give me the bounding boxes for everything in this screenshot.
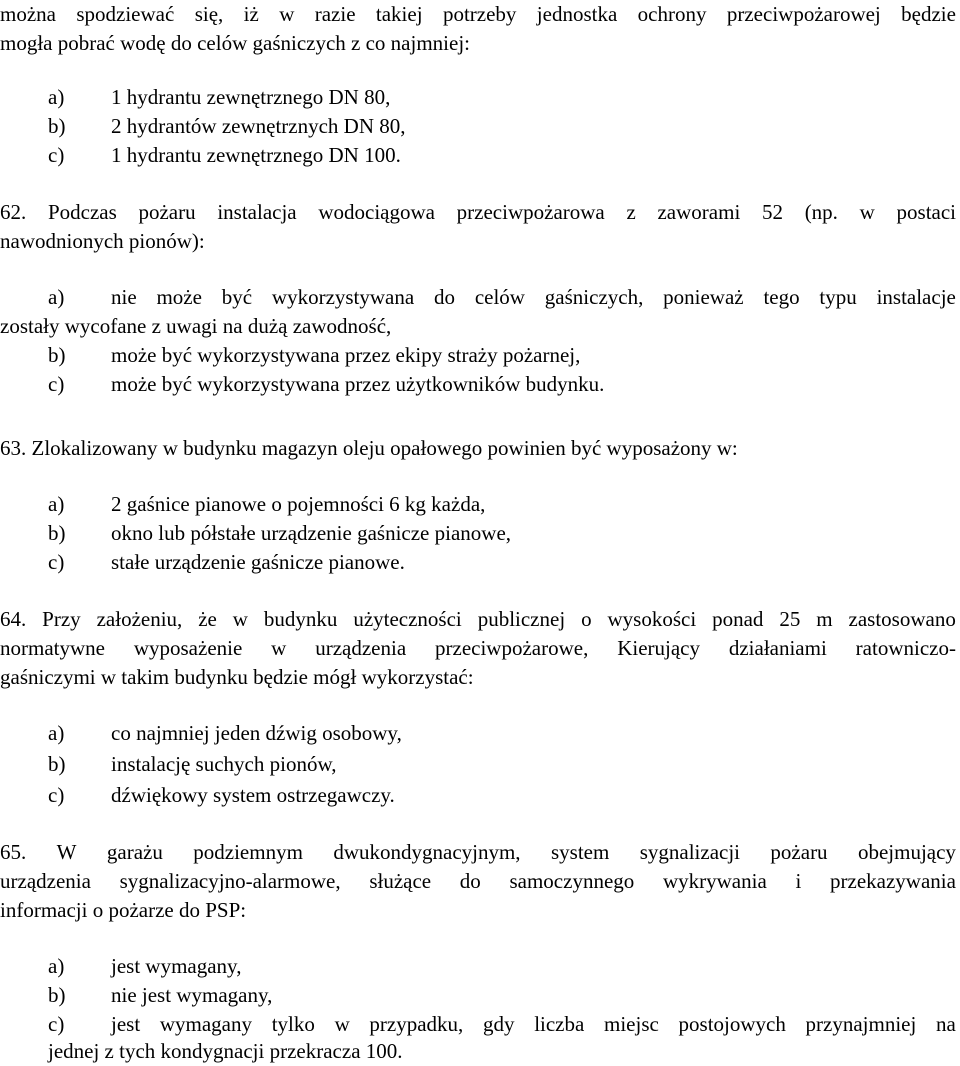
- word: dwukondygnacyjnym,: [333, 840, 521, 864]
- word: obejmujący: [857, 840, 956, 864]
- word: takiej: [375, 2, 423, 26]
- word: przeciwpożarowa: [456, 200, 605, 224]
- word: założeniu,: [96, 607, 183, 631]
- word: typu: [819, 285, 857, 309]
- word: system: [550, 840, 610, 864]
- word: będzie: [901, 2, 956, 26]
- q65-option-a: [0, 952, 956, 981]
- option-label: b): [48, 114, 66, 138]
- word: 25: [779, 607, 801, 631]
- intro-option-c: [0, 141, 956, 170]
- option-label: c): [48, 1012, 65, 1036]
- word: być: [221, 285, 253, 309]
- q62-line-2: nawodnionych pionów):: [0, 229, 205, 253]
- option-text: dźwiękowy system ostrzegawczy.: [111, 783, 395, 807]
- intro-line-1: [0, 0, 956, 29]
- word: miejsc: [604, 1012, 659, 1036]
- word: ochrony: [637, 2, 707, 26]
- word: że: [198, 607, 217, 631]
- option-label: a): [48, 954, 65, 978]
- option-text: [111, 283, 956, 312]
- intro-line-2: mogła pobrać wodę do celów gaśniczych z co najmniej:: [0, 31, 470, 55]
- q64-line-3: gaśniczymi w takim budynku będzie mógł wykorzystać:: [0, 665, 474, 689]
- q65-line-1: [0, 838, 956, 867]
- option-text: może być wykorzystywana przez ekipy straży pożarnej,: [111, 343, 581, 367]
- option-text: 2 gaśnice pianowe o pojemności 6 kg każda,: [111, 492, 486, 516]
- q62-option-a: [0, 283, 956, 312]
- word: w: [334, 1012, 350, 1036]
- word: przynajmniej: [805, 1012, 917, 1036]
- word: 62.: [0, 200, 27, 224]
- word: razie: [314, 2, 356, 26]
- word: jednostka: [536, 2, 618, 26]
- word: Podczas: [47, 200, 117, 224]
- word: potrzeby: [442, 2, 517, 26]
- option-text: 2 hydrantów zewnętrznych DN 80,: [111, 114, 406, 138]
- word: instalacja: [217, 200, 297, 224]
- word: Przy: [42, 607, 81, 631]
- word: pożaru: [770, 840, 828, 864]
- word: przekazywania: [830, 869, 956, 893]
- word: można: [0, 2, 56, 26]
- q65-line-2: [0, 867, 956, 896]
- q62-option-c: [0, 370, 956, 399]
- word: w: [859, 200, 875, 224]
- word: celów: [474, 285, 525, 309]
- option-text: może być wykorzystywana przez użytkowników budynku.: [111, 372, 605, 396]
- word: w: [271, 636, 287, 660]
- q65-option-c: [0, 1010, 956, 1039]
- word: urządzenia: [315, 636, 407, 660]
- word: instalacje: [876, 285, 956, 309]
- word: tylko: [271, 1012, 315, 1036]
- option-text: instalację suchych pionów,: [111, 752, 337, 776]
- word: normatywne: [0, 636, 105, 660]
- q62-option-a-cont: zostały wycofane z uwagi na dużą zawodność,: [0, 314, 392, 338]
- option-label: c): [48, 372, 65, 396]
- option-label: b): [48, 521, 66, 545]
- word: wykorzystywana: [271, 285, 415, 309]
- word: postojowych: [678, 1012, 786, 1036]
- word: i: [795, 869, 802, 893]
- word: zaworami: [657, 200, 741, 224]
- word: w: [279, 2, 295, 26]
- word: wymagany: [159, 1012, 253, 1036]
- word: pożaru: [138, 200, 196, 224]
- word: przypadku,: [369, 1012, 464, 1036]
- option-label: a): [48, 85, 65, 109]
- word: podziemnym: [193, 840, 303, 864]
- word: tego: [763, 285, 800, 309]
- word: garażu: [106, 840, 163, 864]
- word: samoczynnego: [509, 869, 635, 893]
- option-label: c): [48, 143, 65, 167]
- word: się,: [194, 2, 224, 26]
- word: ponad: [712, 607, 764, 631]
- word: może: [156, 285, 202, 309]
- option-text: 1 hydrantu zewnętrznego DN 100.: [111, 143, 401, 167]
- word: sygnalizacyjno-alarmowe,: [119, 869, 341, 893]
- word: do: [434, 285, 456, 309]
- option-text: 1 hydrantu zewnętrznego DN 80,: [111, 85, 391, 109]
- q65-line-3: informacji o pożarze do PSP:: [0, 898, 247, 922]
- q63-option-a: [0, 490, 956, 519]
- q62-option-b: [0, 341, 956, 370]
- word: do: [459, 869, 481, 893]
- word: wyposażenie: [133, 636, 243, 660]
- word: 65.: [0, 840, 27, 864]
- word: o: [581, 607, 592, 631]
- word: sygnalizacji: [639, 840, 741, 864]
- word: 52: [761, 200, 783, 224]
- word: gaśniczych,: [544, 285, 644, 309]
- word: wykrywania: [662, 869, 767, 893]
- word: w: [232, 607, 248, 631]
- option-label: a): [48, 721, 65, 745]
- option-label: b): [48, 752, 66, 776]
- word: postaci: [896, 200, 956, 224]
- word: nie: [111, 285, 137, 309]
- word: na: [936, 1012, 956, 1036]
- word: m: [816, 607, 833, 631]
- word: liczba: [534, 1012, 585, 1036]
- q63-option-c: [0, 548, 956, 577]
- word: ratowniczo-: [855, 636, 956, 660]
- q63-line-1: 63. Zlokalizowany w budynku magazyn oleju opałowego powinien być wyposażony w:: [0, 436, 738, 460]
- q65-option-b: [0, 981, 956, 1010]
- q63-option-b: [0, 519, 956, 548]
- intro-option-a: [0, 83, 956, 112]
- word: urządzenia: [0, 869, 91, 893]
- word: przeciwpożarowej: [726, 2, 881, 26]
- option-text: co najmniej jeden dźwig osobowy,: [111, 721, 402, 745]
- q64-option-a: [0, 719, 956, 748]
- option-label: a): [48, 492, 65, 516]
- q64-line-1: [0, 605, 956, 634]
- word: gdy: [483, 1012, 515, 1036]
- word: służące: [369, 869, 432, 893]
- option-text: stałe urządzenie gaśnicze pianowe.: [111, 550, 405, 574]
- word: przeciwpożarowe,: [435, 636, 589, 660]
- word: z: [626, 200, 636, 224]
- word: 64.: [0, 607, 27, 631]
- word: budynku: [263, 607, 338, 631]
- word: Kierujący: [617, 636, 700, 660]
- option-text: nie jest wymagany,: [111, 983, 273, 1007]
- word: wodociągowa: [318, 200, 435, 224]
- word: spodziewać: [76, 2, 175, 26]
- word: działaniami: [728, 636, 827, 660]
- q62-line-1: [0, 198, 956, 227]
- q64-option-c: [0, 781, 956, 810]
- word: (np.: [804, 200, 838, 224]
- option-label: b): [48, 343, 66, 367]
- word: publicznej: [477, 607, 566, 631]
- word: W: [56, 840, 77, 864]
- word: użyteczności: [353, 607, 462, 631]
- option-label: c): [48, 550, 65, 574]
- word: ponieważ: [663, 285, 744, 309]
- word: jest: [111, 1012, 141, 1036]
- q65-option-c-cont: jednej z tych kondygnacji przekracza 100.: [48, 1039, 403, 1063]
- option-label: c): [48, 783, 65, 807]
- option-text: okno lub półstałe urządzenie gaśnicze pianowe,: [111, 521, 512, 545]
- word: iż: [243, 2, 259, 26]
- word: wysokości: [607, 607, 697, 631]
- word: zastosowano: [848, 607, 956, 631]
- option-label: b): [48, 983, 66, 1007]
- option-text: [111, 1010, 956, 1039]
- q64-line-2: [0, 634, 956, 663]
- intro-option-b: [0, 112, 956, 141]
- option-text: jest wymagany,: [111, 954, 242, 978]
- q64-option-b: [0, 750, 956, 779]
- option-label: a): [48, 285, 65, 309]
